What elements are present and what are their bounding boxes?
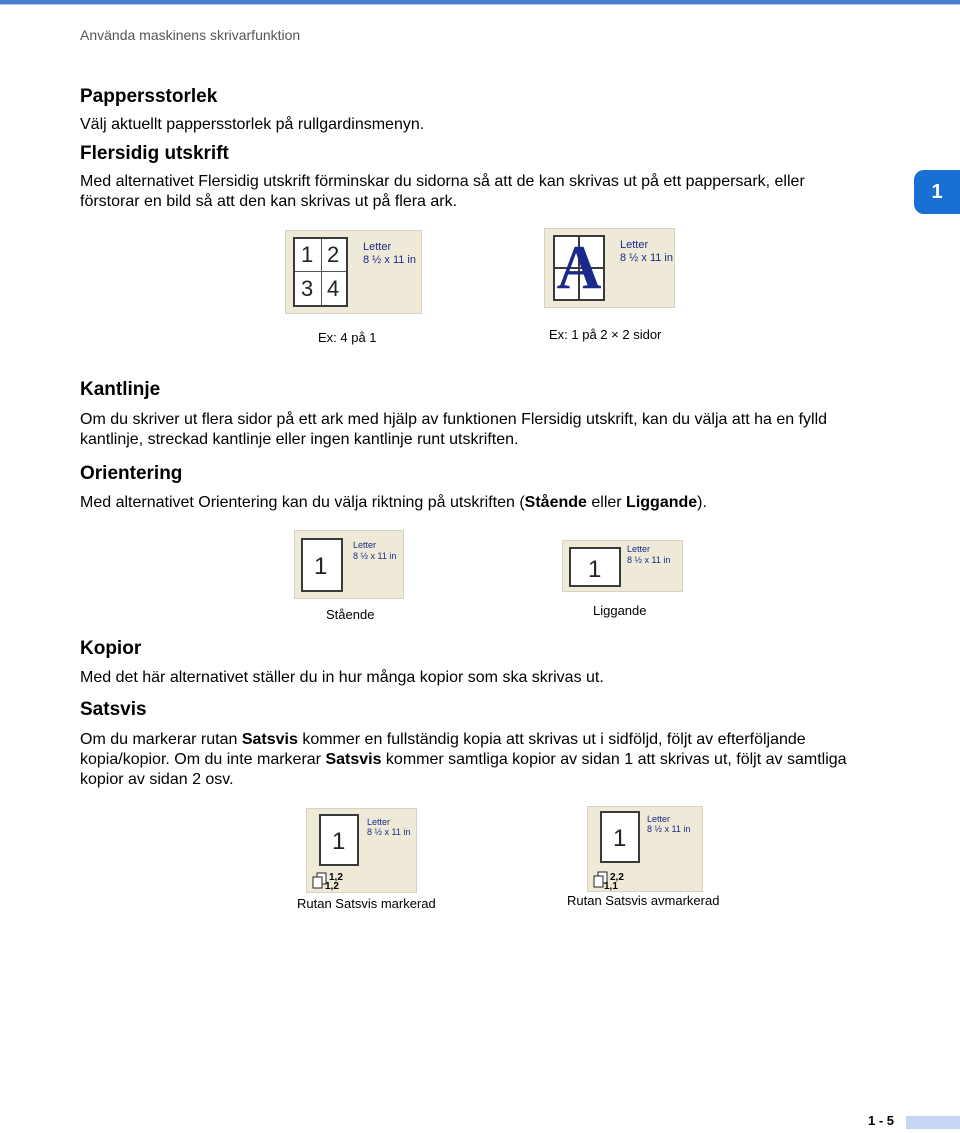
four-up-digit: 1	[301, 242, 314, 267]
landscape-digit: 1	[588, 556, 602, 583]
portrait-digit: 1	[314, 553, 328, 580]
paper-size: 8 ½ x 11 in	[647, 824, 691, 834]
poster-sheets	[553, 235, 605, 301]
paper-size: 8 ½ x 11 in	[363, 254, 416, 266]
preview-four-up	[285, 230, 422, 314]
uncollated-sheet	[600, 811, 640, 863]
running-header: Använda maskinens skrivarfunktion	[80, 27, 301, 43]
collated-sheet	[319, 814, 359, 866]
heading-kopior: Kopior	[80, 638, 142, 659]
text-flersidig-1: Med alternativet Flersidig utskrift förminskar du sidorna så att de kan skrivas ut på ett pappersark, eller	[80, 173, 805, 190]
paper-size: 8 ½ x 11 in	[620, 252, 673, 264]
text-satsvis-3: kopior av sidan 2 osv.	[80, 771, 234, 788]
caption-four-up: Ex: 4 på 1	[318, 330, 377, 345]
caption-poster: Ex: 1 på 2 × 2 sidor	[549, 327, 662, 342]
four-up-sheet	[293, 237, 348, 307]
preview-landscape	[562, 540, 683, 592]
preview-collated	[306, 808, 417, 893]
text-pappersstorlek: Välj aktuellt pappersstorlek på rullgardinsmenyn.	[80, 116, 425, 133]
collated-count-bottom: 1,2	[325, 881, 339, 892]
text-satsvis-2: kopia/kopior. Om du inte markerar Satsvis kommer samtliga kopior av sidan 1 att skrivas ut, följt av samtliga	[80, 751, 847, 768]
text-kopior: Med det här alternativet ställer du in hur många kopior som ska skrivas ut.	[80, 669, 604, 686]
heading-satsvis: Satsvis	[80, 699, 147, 720]
paper-name: Letter	[363, 241, 392, 253]
footer-bar	[906, 1116, 960, 1129]
portrait-sheet	[301, 538, 343, 592]
paper-size: 8 ½ x 11 in	[353, 551, 397, 561]
caption-collated: Rutan Satsvis markerad	[297, 896, 436, 911]
page-number: 1 - 5	[868, 1113, 895, 1128]
paper-size: 8 ½ x 11 in	[627, 555, 671, 565]
chapter-tab: 1	[914, 170, 960, 214]
four-up-digit: 3	[301, 276, 314, 301]
text-flersidig-2: förstorar en bild så att den kan skrivas ut på flera ark.	[80, 193, 458, 210]
text-kantlinje-2: kantlinje, streckad kantlinje eller ingen kantlinje runt utskriften.	[80, 431, 519, 448]
landscape-sheet	[569, 547, 621, 587]
heading-kantlinje: Kantlinje	[80, 379, 161, 400]
caption-landscape: Liggande	[593, 603, 647, 618]
poster-letter: A	[556, 234, 602, 302]
paper-name: Letter	[353, 540, 377, 550]
collated-digit: 1	[332, 828, 346, 855]
paper-name: Letter	[367, 817, 391, 827]
heading-pappersstorlek: Pappersstorlek	[80, 86, 218, 107]
preview-uncollated	[587, 806, 703, 892]
four-up-digit: 2	[327, 242, 340, 267]
collated-count-top: 1,2	[329, 872, 343, 883]
uncollated-count-top: 2,2	[610, 872, 624, 883]
text-orientering: Med alternativet Orientering kan du välja riktning på utskriften (Stående eller Liggande).	[80, 494, 707, 511]
text-satsvis-1: Om du markerar rutan Satsvis kommer en fullständig kopia att skrivas ut i sidföljd, följt av efterföljande	[80, 731, 806, 748]
four-up-digit: 4	[327, 276, 340, 301]
heading-orientering: Orientering	[80, 463, 183, 484]
caption-portrait: Stående	[326, 607, 375, 622]
paper-name: Letter	[647, 814, 671, 824]
preview-poster	[544, 228, 675, 308]
paper-size: 8 ½ x 11 in	[367, 827, 411, 837]
preview-portrait	[294, 530, 404, 599]
text-kantlinje-1: Om du skriver ut flera sidor på ett ark med hjälp av funktionen Flersidig utskrift, kan du välja att ha en fylld	[80, 411, 828, 428]
top-rule-light	[0, 4, 960, 5]
paper-name: Letter	[620, 239, 649, 251]
heading-flersidig: Flersidig utskrift	[80, 143, 229, 164]
uncollated-count-bottom: 1,1	[604, 881, 618, 892]
caption-uncollated: Rutan Satsvis avmarkerad	[567, 893, 720, 908]
uncollated-digit: 1	[613, 825, 627, 852]
paper-name: Letter	[627, 544, 651, 554]
